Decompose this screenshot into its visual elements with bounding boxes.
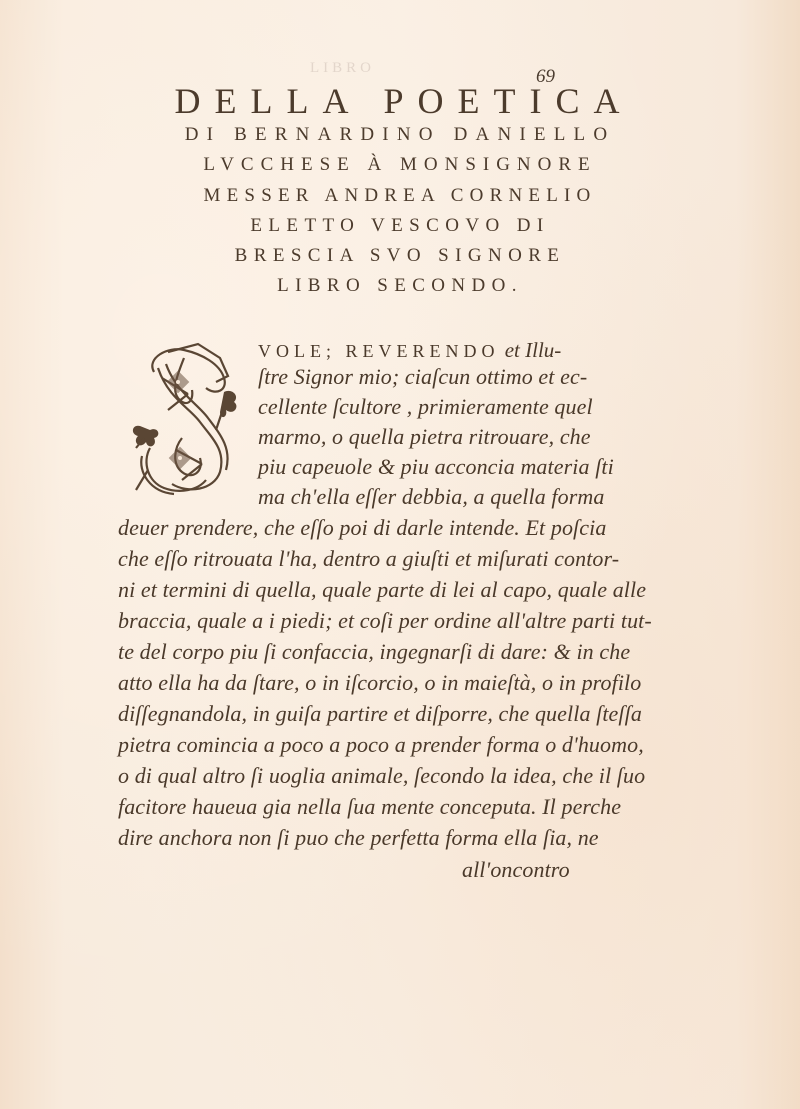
- interlaced-knotwork-initial-icon: [128, 338, 250, 498]
- body-line-13: diſſegnandola, in guiſa partire et diſporre, che quella ſteſſa: [118, 701, 642, 726]
- body-line-16: facitore haueua gia nella ſua mente conceputa. Il perche: [118, 794, 622, 819]
- heading-line-see: BRESCIA SVO SIGNORE: [234, 245, 566, 266]
- heading-line-book: LIBRO SECONDO.: [277, 275, 523, 296]
- opening-words: VOLE; REVERENDO: [258, 341, 500, 361]
- body-line-9: ni et termini di quella, quale parte di lei al capo, quale alle: [118, 577, 647, 602]
- page-number: 69: [536, 66, 555, 87]
- body-line-4: marmo, o quella pietra ritrouare, che: [258, 424, 591, 449]
- body-line-1: [258, 338, 561, 363]
- heading-line-office: ELETTO VESCOVO DI: [250, 215, 550, 236]
- body-line-15: o di qual altro ſi uoglia animale, ſecondo la idea, che il ſuo: [118, 763, 646, 788]
- book-title: DELLA POETICA: [174, 81, 634, 121]
- body-line-6: ma ch'ella eſſer debbia, a quella forma: [258, 484, 605, 509]
- body-line-12: atto ella ha da ſtare, o in iſcorcio, o in maieſtà, o in profilo: [118, 670, 642, 695]
- body-line-10: braccia, quale a i piedi; et coſi per ordine all'altre parti tut-: [118, 608, 652, 633]
- heading-line-dedicatee: MESSER ANDREA CORNELIO: [203, 185, 597, 206]
- body-line-3: cellente ſcultore , primieramente quel: [258, 394, 593, 419]
- heading-line-origin: LVCCHESE À MONSIGNORE: [203, 154, 597, 175]
- opening-words-rest: et Illu-: [499, 338, 562, 362]
- body-line-17: dire anchora non ſi puo che perfetta forma ella ſia, ne: [118, 825, 599, 850]
- show-through-text: LIBRO: [310, 60, 375, 76]
- body-line-8: che eſſo ritrouata l'ha, dentro a giuſti et miſurati contor-: [118, 546, 620, 571]
- body-line-11: te del corpo piu ſi confaccia, ingegnarſi di dare: & in che: [118, 639, 631, 664]
- heading-line-author: DI BERNARDINO DANIELLO: [184, 124, 616, 145]
- body-line-5: piu capeuole & piu acconcia materia ſti: [258, 454, 614, 479]
- body-line-7: deuer prendere, che eſſo poi di darle intende. Et poſcia: [118, 515, 607, 540]
- body-line-14: pietra comincia a poco a poco a prender forma o d'huomo,: [118, 732, 644, 757]
- body-line-2: ſtre Signor mio; ciaſcun ottimo et ec-: [258, 364, 588, 389]
- catchword: all'oncontro: [462, 857, 570, 882]
